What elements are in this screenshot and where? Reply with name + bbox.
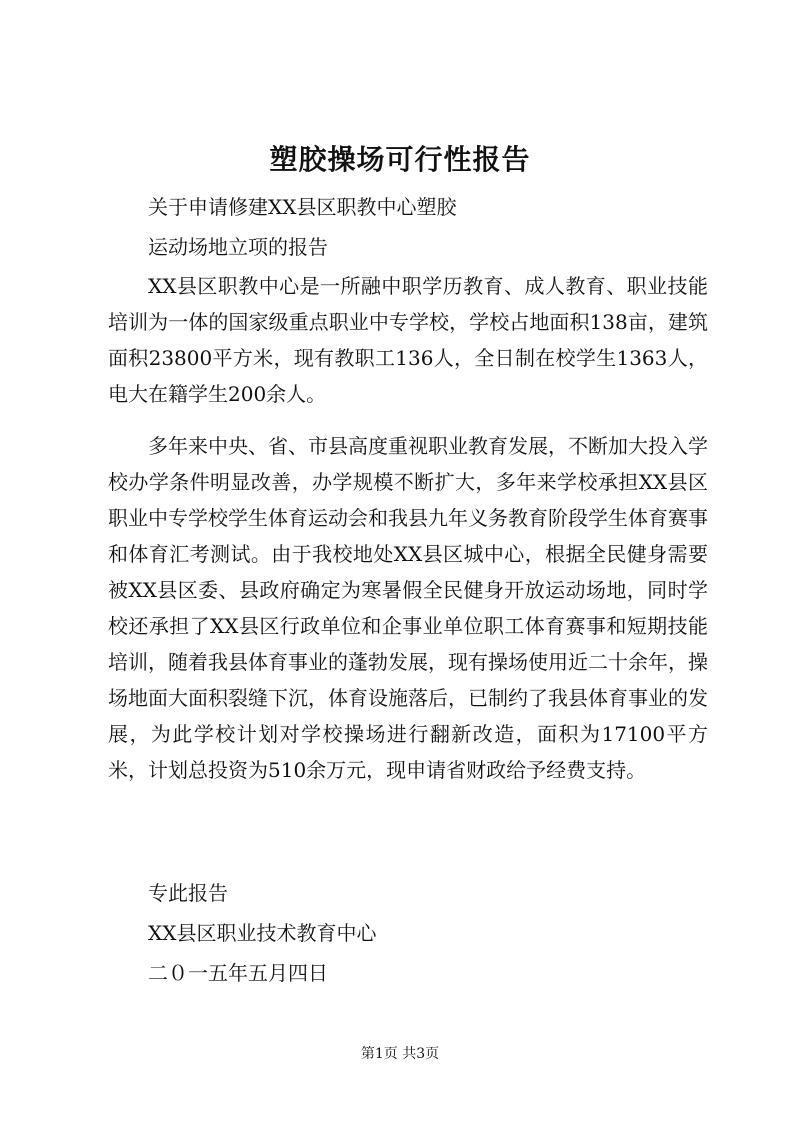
document-title: 塑胶操场可行性报告 [269, 143, 531, 176]
closing-line: 专此报告 [148, 881, 228, 905]
signature-line: XX县区职业技术教育中心 [148, 921, 377, 945]
paragraph-request-reason: 多年来中央、省、市县高度重视职业教育发展，不断加大投入学校办学条件明显改善，办学规模不断扩大，多年来学校承担XX县区职业中专学校学生体育运动会和我县九年义务教育阶段学生体育赛事和体育汇考测试。由于我校地处XX县区城中心，根据全民健身需要被XX县区委、县政府确定为寒暑假全民健身开放运动场地，同时学校还承担了XX县区行政单位和企事业单位职工体育赛事和短期技能培训，随着我县体育事业的蓬勃发展，现有操场使用近二十余年，操场地面大面积裂缝下沉，体育设施落后，已制约了我县体育事业的发展，为此学校计划对学校操场进行翻新改造，面积为17100平方米，计划总投资为510余万元，现申请省财政给予经费支持。 [108, 434, 708, 782]
subtitle-line-1: 关于申请修建XX县区职教中心塑胶 [148, 195, 457, 219]
paragraph-school-intro: XX县区职教中心是一所融中职学历教育、成人教育、职业技能培训为一体的国家级重点职业中专学校，学校占地面积138亩，建筑面积23800平方米，现有教职工136人，全日制在校学生1363人，电大在籍学生200余人。 [108, 274, 708, 406]
subtitle-line-2: 运动场地立项的报告 [148, 235, 328, 259]
page-number-footer: 第1页 共3页 [360, 1046, 440, 1062]
date-line: 二０一五年五月四日 [148, 961, 328, 985]
